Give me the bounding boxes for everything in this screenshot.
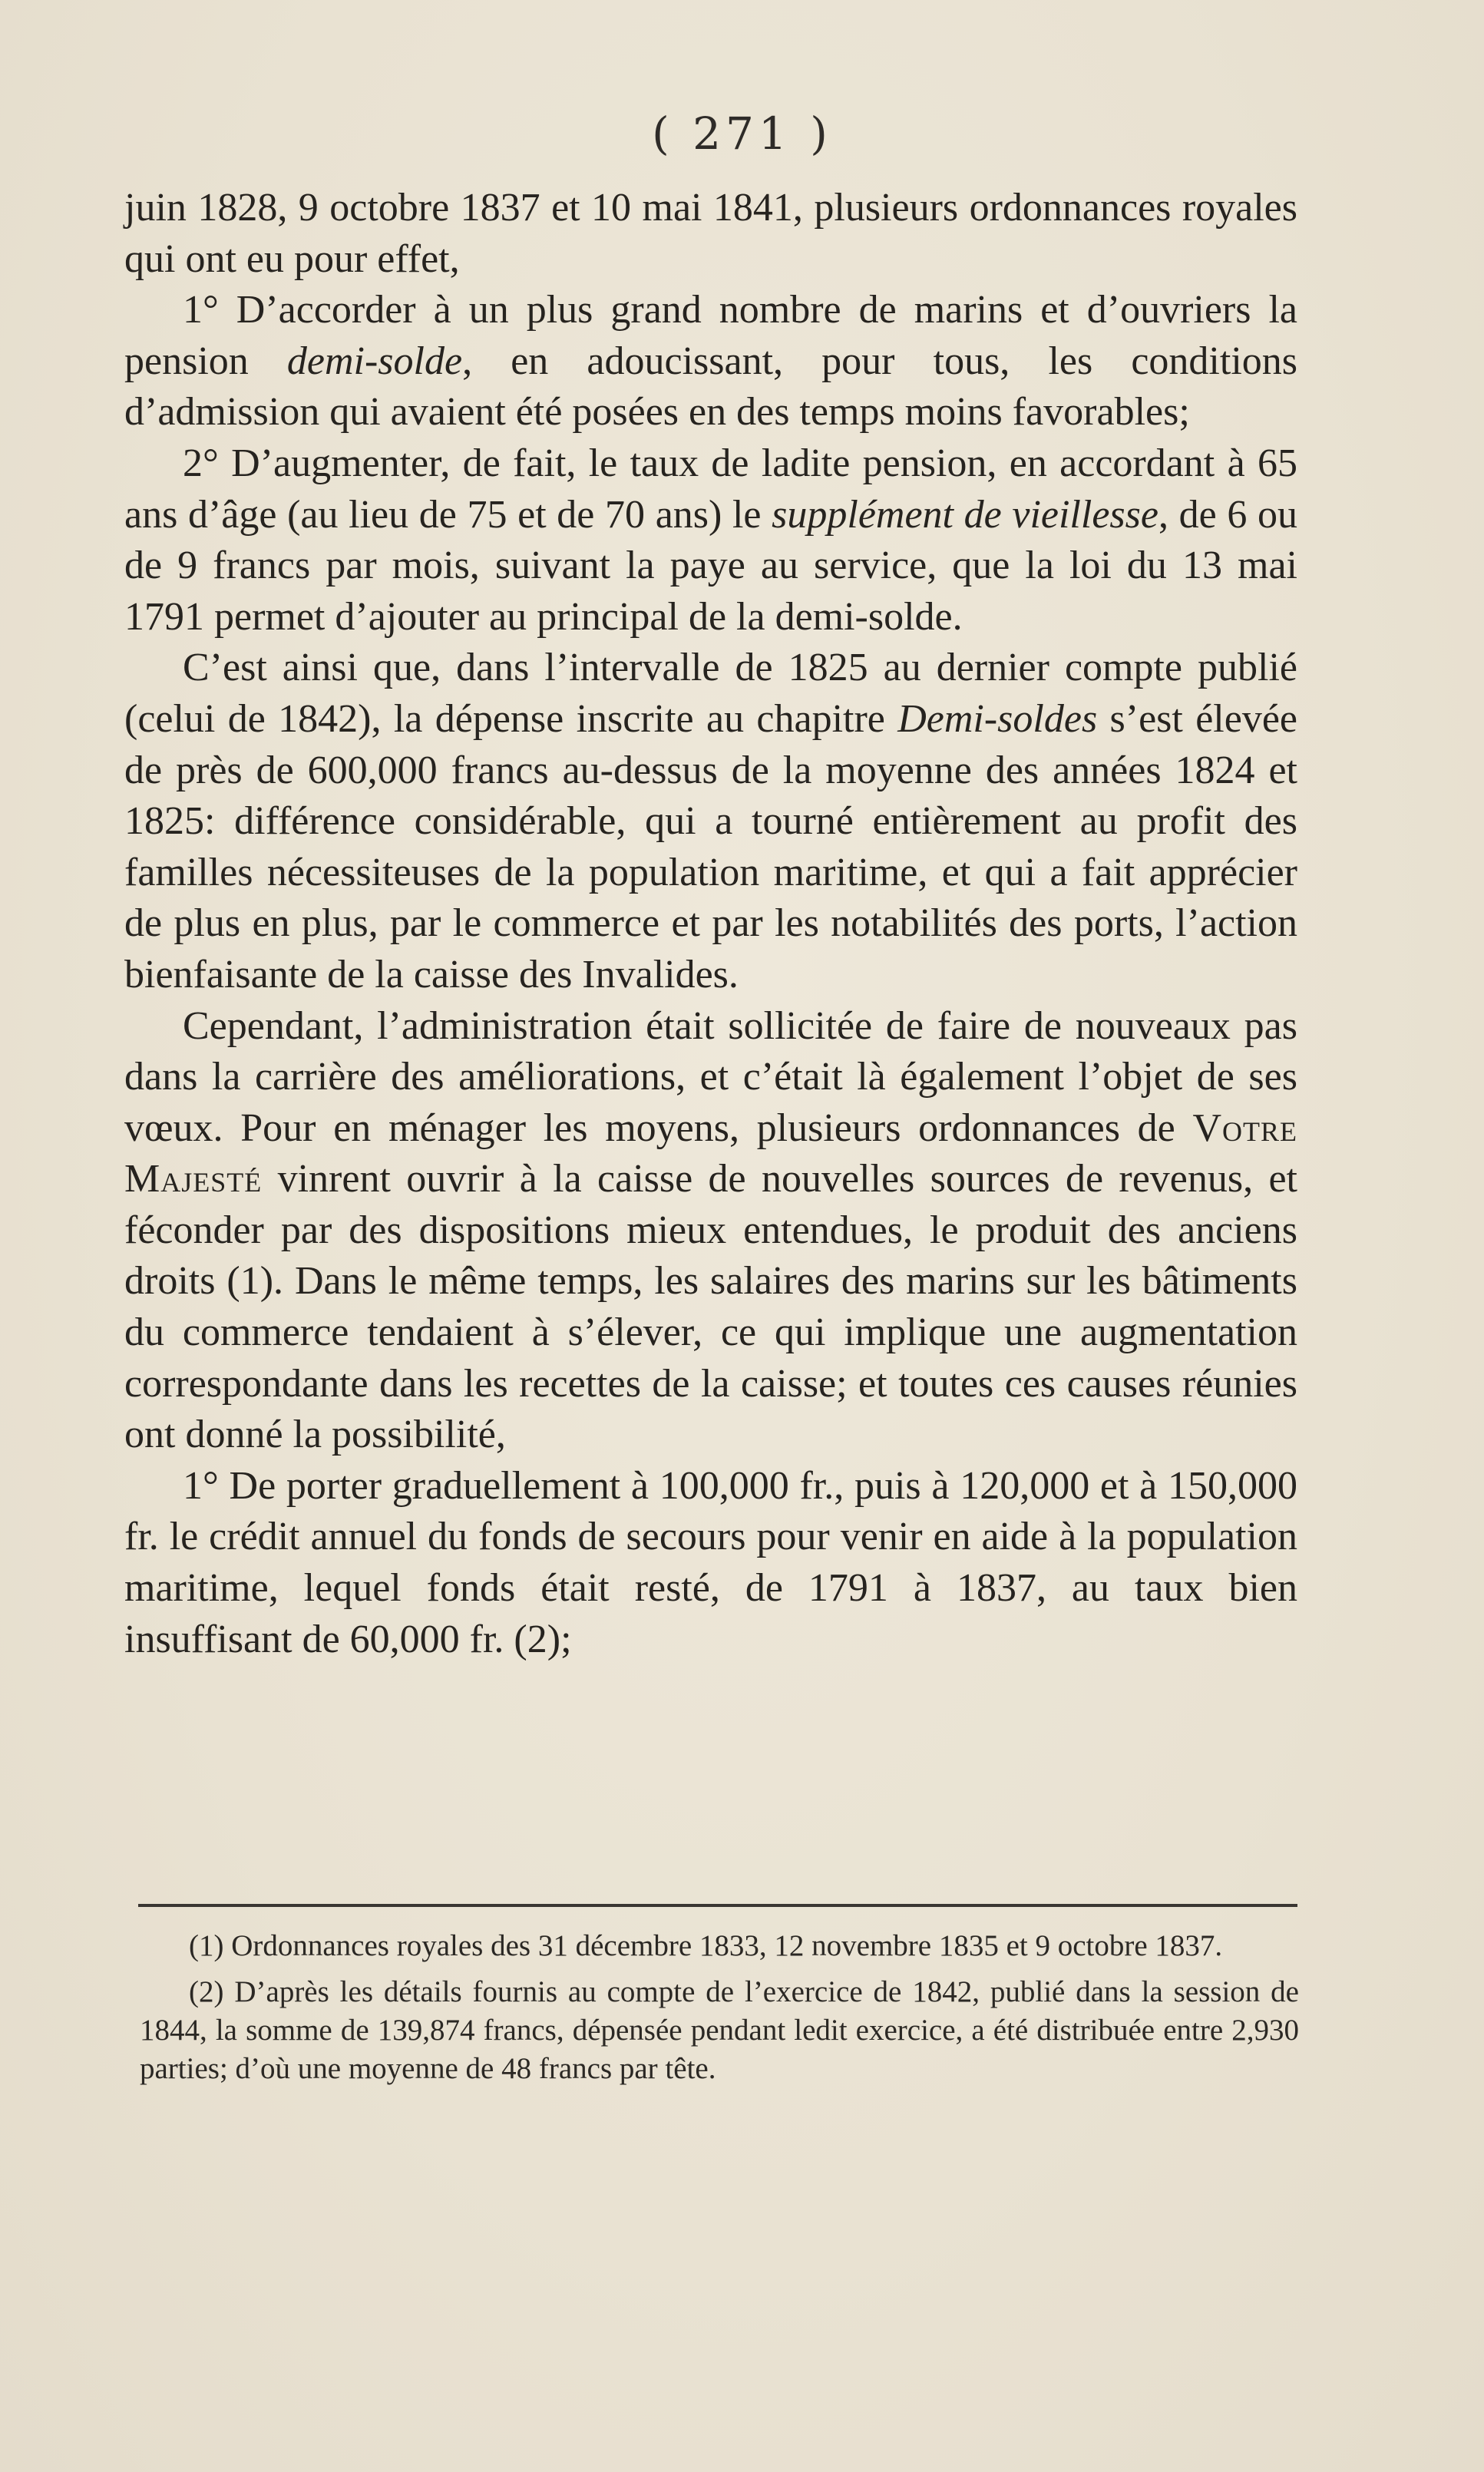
text-segment: vinrent ouvrir à la caisse de nouvelles sources de revenus, et féconder par des dispositions mieux entendues, le produit des anciens droits (1). Dans le même temps, les salaires des marins sur les bâtiments du commerce tendaient à s’élever, ce qui implique une augmentation correspondante dans les recettes de la caisse; et toutes ces causes réunies ont donné la possibilité, (124, 1157, 1297, 1457)
small-caps-term: Votre Majesté (124, 1105, 1297, 1201)
text-segment: , en adoucissant, pour tous, les conditions d’admission qui avaient été posées en des temps moins favorables; (124, 339, 1298, 435)
main-text (124, 183, 1297, 1665)
paragraph (124, 183, 1297, 285)
text-segment: Cependant, l’administration était sollicitée de faire de nouveaux pas dans la carrière des améliorations, et c’était là également l’objet de ses vœux. Pour en ménager les moyens, plusieurs ordonnances de (124, 1003, 1297, 1150)
footnote: (2) D’après les détails fournis au compte de l’exercice de 1842, publié dans la session de 1844, la somme de 139,874 francs, dépensée pendant ledit exercice, a été distribuée entre 2,930 parties; d’où une moyenne de 48 francs par tête. (140, 1975, 1299, 2085)
italic-term: supplément de vieillesse (772, 492, 1158, 537)
italic-term: demi-solde (286, 339, 463, 383)
text-segment: juin 1828, 9 octobre 1837 et 10 mai 1841, plusieurs ordonnances royales qui ont eu pour effet, (124, 186, 1297, 281)
footnote-divider (138, 1904, 1297, 1907)
paragraph (124, 438, 1297, 643)
paragraph (124, 285, 1297, 438)
text-segment: 1° De porter graduellement à 100,000 fr., puis à 120,000 et à 150,000 fr. le crédit annuel du fonds de secours pour venir en aide à la population maritime, lequel fonds était resté, de 1791 à 1837, au taux bien insuffisant de 60,000 fr. (2); (124, 1463, 1297, 1661)
footnote: (1) Ordonnances royales des 31 décembre 1833, 12 novembre 1835 et 9 octobre 1837. (189, 1929, 1223, 1962)
text-segment: 1° D’accorder à un plus grand nombre de marins et d’ouvriers la pension (124, 288, 1297, 383)
text-segment: C’est ainsi que, dans l’intervalle de 1825 au dernier compte publié (celui de 1842), la dépense inscrite au chapitre (124, 646, 1297, 741)
footnotes (140, 1927, 1299, 2096)
text-segment: s’est élevée de près de 600,000 francs au-dessus de la moyenne des années 1824 et 1825: différence considérable, qui a tourné entièrement au profit des familles nécessiteuses de la population maritime, et qui a fait apprécier de plus en plus, par le commerce et par les notabilités des ports, l’action bienfaisante de la caisse des Invalides. (124, 696, 1297, 996)
page-number: ( 271 ) (652, 107, 832, 160)
paragraph (124, 643, 1297, 1000)
text-segment: , de 6 ou de 9 francs par mois, suivant la paye au service, que la loi du 13 mai 1791 permet d’ajouter au principal de la demi-solde. (124, 492, 1297, 639)
paragraph (124, 1001, 1297, 1461)
italic-term: Demi-soldes (897, 696, 1098, 741)
text-segment: 2° D’augmenter, de fait, le taux de ladite pension, en accordant à 65 ans d’âge (au lieu de 75 et de 70 ans) le (124, 441, 1297, 537)
paragraph (124, 1461, 1297, 1665)
